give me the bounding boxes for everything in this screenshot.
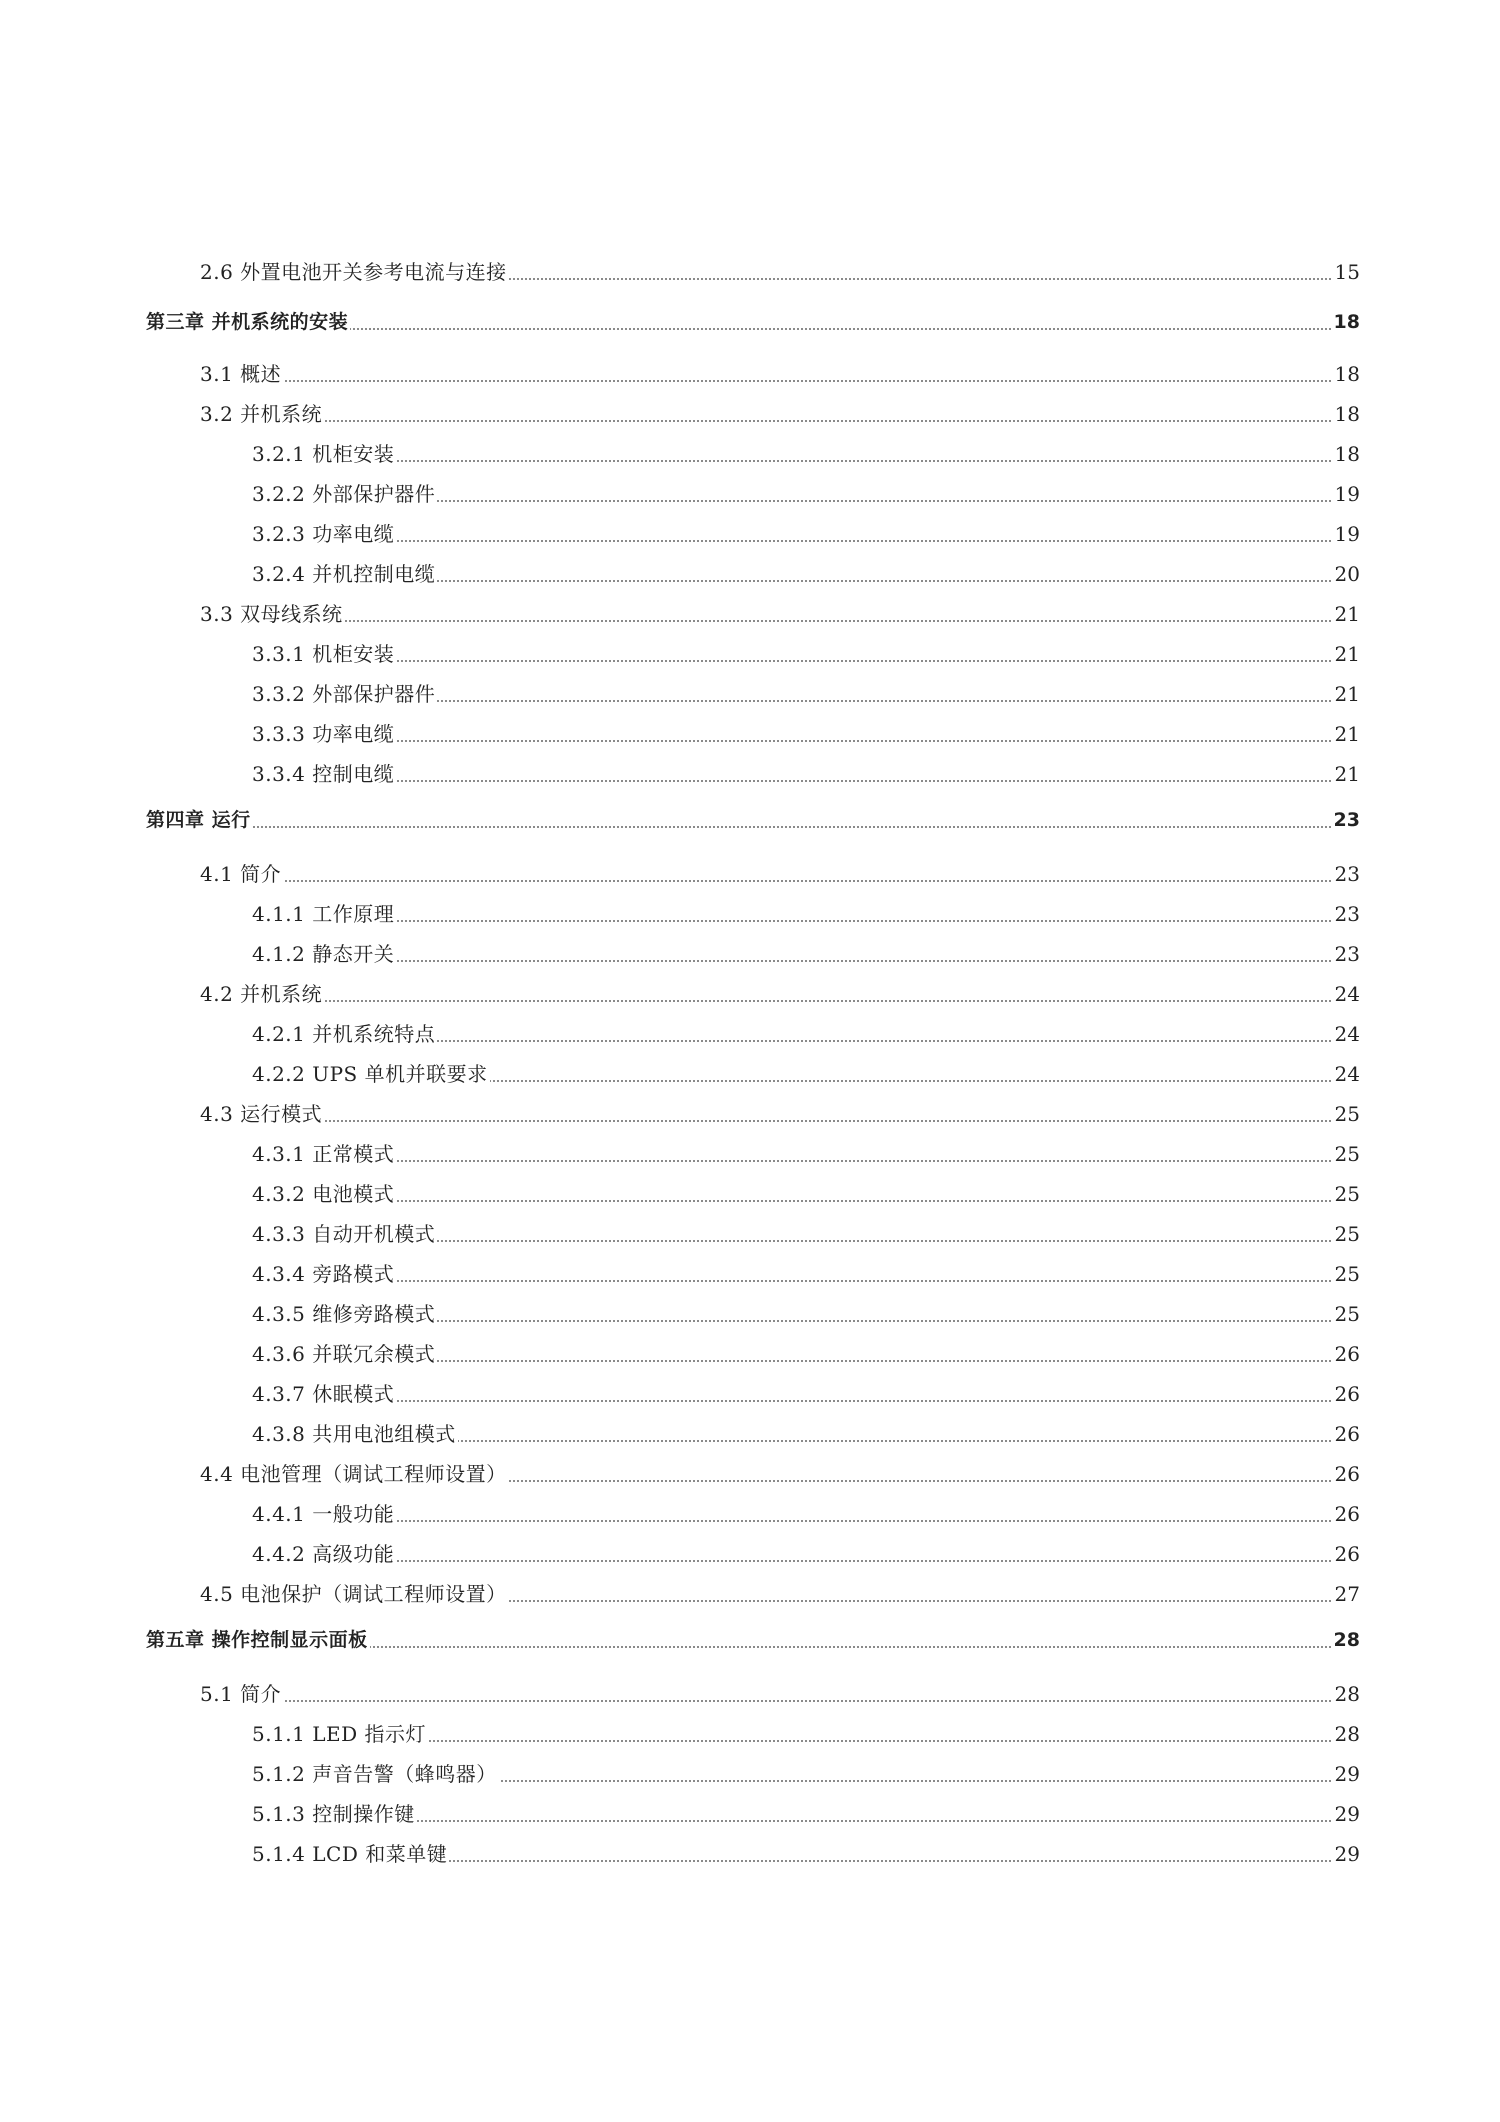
toc-entry[interactable]	[0, 1254, 1500, 1294]
toc-entry[interactable]	[0, 1174, 1500, 1214]
toc-chapter-entry[interactable]	[0, 302, 1500, 342]
dot-leader	[252, 960, 1355, 962]
toc-entry-page-text: 23	[1332, 942, 1360, 966]
toc-entry-title	[252, 1422, 458, 1446]
toc-entry-title-text: 2.6 外置电池开关参考电流与连接	[200, 260, 507, 284]
dot-leader	[252, 780, 1355, 782]
toc-entry-title	[252, 902, 396, 926]
toc-entry-title	[200, 982, 324, 1006]
toc-entry[interactable]	[0, 434, 1500, 474]
toc-entry-title-text: 3.2.3 功率电缆	[252, 522, 395, 546]
toc-entry[interactable]	[0, 1094, 1500, 1134]
dot-leader	[252, 460, 1355, 462]
toc-entry-title-text: 4.1.1 工作原理	[252, 902, 395, 926]
toc-entry-title-text: 4.3.2 电池模式	[252, 1182, 395, 1206]
dot-leader	[200, 620, 1355, 622]
toc-entry-title	[252, 762, 396, 786]
toc-entry-title	[252, 1182, 396, 1206]
toc-entry[interactable]	[0, 1134, 1500, 1174]
dot-leader	[200, 1120, 1355, 1122]
toc-entry-title-text: 4.3 运行模式	[200, 1102, 323, 1126]
toc-entry-title	[252, 1342, 437, 1366]
toc-entry-title-text: 4.3.4 旁路模式	[252, 1262, 395, 1286]
toc-entry-page-text: 18	[1332, 402, 1360, 426]
toc-entry-page-number	[1332, 902, 1360, 926]
toc-entry-page-text: 24	[1332, 1062, 1360, 1086]
toc-entry-page-number	[1332, 1842, 1360, 1866]
toc-entry[interactable]	[0, 594, 1500, 634]
dot-leader	[200, 1000, 1355, 1002]
toc-entry-page-text: 29	[1332, 1802, 1360, 1826]
toc-entry[interactable]	[0, 854, 1500, 894]
toc-entry-title-text: 4.3.6 并联冗余模式	[252, 1342, 436, 1366]
toc-chapter-entry[interactable]	[0, 800, 1500, 840]
toc-entry-title-text: 4.4 电池管理（调试工程师设置）	[200, 1462, 507, 1486]
toc-entry-page-number	[1332, 362, 1360, 386]
toc-entry-title-text: 5.1.4 LCD 和菜单键	[252, 1842, 448, 1866]
toc-entry-title	[252, 1302, 437, 1326]
toc-entry-page-number	[1332, 442, 1360, 466]
toc-entry-title-text: 第五章 操作控制显示面板	[146, 1629, 368, 1651]
toc-entry-title	[200, 1582, 509, 1606]
toc-entry-page-text: 21	[1332, 602, 1360, 626]
toc-entry-title-text: 4.2.1 并机系统特点	[252, 1022, 436, 1046]
toc-entry-title	[252, 1542, 396, 1566]
toc-entry-page-text: 26	[1332, 1502, 1360, 1526]
toc-entry[interactable]	[0, 1834, 1500, 1874]
toc-entry[interactable]	[0, 1674, 1500, 1714]
toc-entry-title-text: 4.4.1 一般功能	[252, 1502, 395, 1526]
toc-entry-title	[252, 1722, 428, 1746]
toc-entry-title	[252, 1382, 396, 1406]
toc-entry-page-text: 19	[1332, 522, 1360, 546]
toc-entry-page-number	[1332, 862, 1360, 886]
toc-entry[interactable]	[0, 252, 1500, 292]
toc-entry-title-text: 3.2 并机系统	[200, 402, 323, 426]
toc-entry-page-number	[1332, 642, 1360, 666]
toc-entry-title	[252, 1062, 490, 1086]
dot-leader	[200, 420, 1355, 422]
toc-entry-page-text: 23	[1332, 902, 1360, 926]
toc-entry-page-number	[1332, 522, 1360, 546]
dot-leader	[252, 540, 1355, 542]
toc-entry-page-text: 28	[1332, 1682, 1360, 1706]
toc-entry-title-text: 3.3 双母线系统	[200, 602, 343, 626]
toc-entry[interactable]	[0, 934, 1500, 974]
toc-entry-page-number	[1332, 1502, 1360, 1526]
toc-entry-title	[252, 1842, 449, 1866]
toc-entry-title-text: 3.3.1 机柜安装	[252, 642, 395, 666]
toc-entry-title	[252, 722, 396, 746]
toc-entry-title-text: 3.1 概述	[200, 362, 282, 386]
toc-entry-page-number	[1332, 1022, 1360, 1046]
toc-entry-page-text: 26	[1332, 1342, 1360, 1366]
toc-entry-title	[252, 1022, 437, 1046]
toc-entry-page-number	[1332, 982, 1360, 1006]
toc-entry-page-number	[1331, 1628, 1360, 1652]
toc-entry-page-text: 25	[1332, 1142, 1360, 1166]
toc-entry-title-text: 4.2.2 UPS 单机并联要求	[252, 1062, 488, 1086]
toc-entry-page-text: 15	[1332, 260, 1360, 284]
toc-entry[interactable]	[0, 1534, 1500, 1574]
toc-entry-title-text: 3.3.4 控制电缆	[252, 762, 395, 786]
toc-entry-title-text: 4.1.2 静态开关	[252, 942, 395, 966]
toc-entry-page-text: 25	[1332, 1182, 1360, 1206]
toc-entry-page-number	[1332, 1462, 1360, 1486]
toc-entry-page-text: 23	[1331, 809, 1360, 831]
toc-entry-title	[252, 1802, 417, 1826]
toc-entry[interactable]	[0, 1414, 1500, 1454]
toc-entry[interactable]	[0, 1294, 1500, 1334]
dot-leader	[252, 740, 1355, 742]
toc-entry-title-text: 5.1.1 LED 指示灯	[252, 1722, 427, 1746]
toc-entry-title	[200, 602, 345, 626]
toc-entry-page-number	[1332, 1802, 1360, 1826]
dot-leader	[200, 880, 1355, 882]
toc-entry-title	[200, 1682, 283, 1706]
toc-entry-title-text: 3.2.1 机柜安装	[252, 442, 395, 466]
toc-entry-page-text: 26	[1332, 1542, 1360, 1566]
dot-leader	[200, 1700, 1355, 1702]
toc-entry-title-text: 3.2.2 外部保护器件	[252, 482, 436, 506]
toc-entry[interactable]	[0, 1334, 1500, 1374]
toc-entry[interactable]	[0, 554, 1500, 594]
toc-entry[interactable]	[0, 1374, 1500, 1414]
toc-entry-title	[252, 1142, 396, 1166]
dot-leader	[252, 920, 1355, 922]
toc-entry-page-text: 25	[1332, 1102, 1360, 1126]
toc-entry[interactable]	[0, 1214, 1500, 1254]
toc-entry-title-text: 4.3.5 维修旁路模式	[252, 1302, 436, 1326]
toc-entry-title-text: 4.4.2 高级功能	[252, 1542, 395, 1566]
toc-entry-title	[200, 260, 509, 284]
toc-entry[interactable]	[0, 354, 1500, 394]
toc-entry-page-number	[1332, 1542, 1360, 1566]
toc-entry[interactable]	[0, 754, 1500, 794]
dot-leader	[146, 826, 1355, 828]
toc-entry-page-text: 28	[1331, 1629, 1360, 1651]
toc-entry-title	[200, 1462, 509, 1486]
toc-entry-title	[252, 942, 396, 966]
toc-entry-page-number	[1332, 1682, 1360, 1706]
toc-entry[interactable]	[0, 894, 1500, 934]
toc-entry-page-number	[1332, 1182, 1360, 1206]
toc-entry-title	[252, 562, 437, 586]
toc-entry-page-number	[1332, 260, 1360, 284]
dot-leader	[252, 1560, 1355, 1562]
dot-leader	[252, 1820, 1355, 1822]
toc-entry[interactable]	[0, 1714, 1500, 1754]
toc-entry-page-text: 20	[1332, 562, 1360, 586]
toc-entry-page-text: 18	[1332, 442, 1360, 466]
toc-entry-page-text: 26	[1332, 1382, 1360, 1406]
toc-entry[interactable]	[0, 1014, 1500, 1054]
toc-entry-title-text: 3.2.4 并机控制电缆	[252, 562, 436, 586]
toc-entry-title	[252, 1262, 396, 1286]
toc-entry-page-number	[1332, 1382, 1360, 1406]
toc-entry-title-text: 第四章 运行	[146, 809, 251, 831]
toc-entry-page-number	[1332, 1222, 1360, 1246]
toc-entry[interactable]	[0, 1054, 1500, 1094]
toc-entry-page-text: 25	[1332, 1262, 1360, 1286]
toc-entry-page-text: 24	[1332, 982, 1360, 1006]
toc-entry-title	[252, 642, 396, 666]
toc-entry-title	[146, 1628, 370, 1652]
toc-entry[interactable]	[0, 394, 1500, 434]
toc-entry-title	[146, 310, 350, 334]
toc-entry-page-text: 21	[1332, 682, 1360, 706]
toc-entry-title-text: 第三章 并机系统的安装	[146, 311, 349, 333]
toc-entry-title	[252, 1762, 499, 1786]
toc-chapter-entry[interactable]	[0, 1620, 1500, 1660]
toc-entry-title-text: 4.2 并机系统	[200, 982, 323, 1006]
toc-entry-title	[200, 1102, 324, 1126]
toc-entry-title	[146, 808, 253, 832]
toc-entry-page-text: 21	[1332, 762, 1360, 786]
toc-entry-title	[200, 402, 324, 426]
toc-entry-page-number	[1332, 942, 1360, 966]
toc-entry-page-text: 19	[1332, 482, 1360, 506]
toc-entry-title	[252, 1222, 437, 1246]
toc-entry-title-text: 4.3.8 共用电池组模式	[252, 1422, 456, 1446]
toc-entry-title-text: 5.1.2 声音告警（蜂鸣器）	[252, 1762, 497, 1786]
toc-entry-page-number	[1332, 482, 1360, 506]
toc-entry-title-text: 4.3.1 正常模式	[252, 1142, 395, 1166]
toc-entry[interactable]	[0, 674, 1500, 714]
toc-entry[interactable]	[0, 514, 1500, 554]
toc-entry-page-number	[1332, 1722, 1360, 1746]
toc-entry-page-text: 21	[1332, 642, 1360, 666]
toc-entry[interactable]	[0, 1794, 1500, 1834]
toc-entry-page-text: 21	[1332, 722, 1360, 746]
toc-entry[interactable]	[0, 1494, 1500, 1534]
toc-entry-page-number	[1332, 1062, 1360, 1086]
toc-entry[interactable]	[0, 1754, 1500, 1794]
toc-entry-page-number	[1332, 402, 1360, 426]
toc-entry-title-text: 3.3.2 外部保护器件	[252, 682, 436, 706]
toc-entry-title	[200, 362, 283, 386]
toc-entry-title	[200, 862, 283, 886]
dot-leader	[200, 380, 1355, 382]
toc-entry-page-text: 18	[1332, 362, 1360, 386]
toc-entry-title-text: 4.3.3 自动开机模式	[252, 1222, 436, 1246]
toc-entry-page-text: 27	[1332, 1582, 1360, 1606]
toc-entry-page-number	[1332, 682, 1360, 706]
toc-entry-title	[252, 442, 396, 466]
toc-entry[interactable]	[0, 1574, 1500, 1614]
toc-entry-title-text: 5.1.3 控制操作键	[252, 1802, 415, 1826]
toc-entry-page-text: 29	[1332, 1842, 1360, 1866]
toc-entry-page-number	[1332, 1142, 1360, 1166]
toc-entry[interactable]	[0, 714, 1500, 754]
toc-entry-page-number	[1332, 762, 1360, 786]
toc-entry-page-number	[1332, 1582, 1360, 1606]
toc-entry-page-number	[1332, 1342, 1360, 1366]
toc-entry-title-text: 4.3.7 休眠模式	[252, 1382, 395, 1406]
toc-entry-title	[252, 482, 437, 506]
toc-entry-page-text: 26	[1332, 1422, 1360, 1446]
toc-entry-page-text: 26	[1332, 1462, 1360, 1486]
toc-entry-page-number	[1332, 1262, 1360, 1286]
dot-leader	[252, 1160, 1355, 1162]
toc-entry-page-text: 23	[1332, 862, 1360, 886]
dot-leader	[252, 1520, 1355, 1522]
toc-entry-page-number	[1332, 1422, 1360, 1446]
toc-entry-title	[252, 682, 437, 706]
toc-entry[interactable]	[0, 974, 1500, 1014]
dot-leader	[252, 1400, 1355, 1402]
toc-entry-page-number	[1331, 310, 1360, 334]
toc-entry-page-number	[1332, 722, 1360, 746]
toc-entry-page-number	[1331, 808, 1360, 832]
toc-entry-page-text: 18	[1331, 311, 1360, 333]
toc-entry[interactable]	[0, 474, 1500, 514]
toc-entry-page-text: 29	[1332, 1762, 1360, 1786]
toc-entry-page-number	[1332, 1302, 1360, 1326]
dot-leader	[252, 1200, 1355, 1202]
dot-leader	[252, 660, 1355, 662]
toc-entry-page-number	[1332, 1102, 1360, 1126]
toc-entry-page-text: 25	[1332, 1302, 1360, 1326]
dot-leader	[252, 1280, 1355, 1282]
toc-entry-page-text: 28	[1332, 1722, 1360, 1746]
toc-entry-page-number	[1332, 562, 1360, 586]
toc-entry-page-number	[1332, 1762, 1360, 1786]
toc-entry-page-text: 24	[1332, 1022, 1360, 1046]
toc-entry-page-number	[1332, 602, 1360, 626]
toc-entry-title-text: 4.5 电池保护（调试工程师设置）	[200, 1582, 507, 1606]
toc-entry-title-text: 5.1 简介	[200, 1682, 282, 1706]
toc-entry[interactable]	[0, 1454, 1500, 1494]
toc-entry[interactable]	[0, 634, 1500, 674]
toc-entry-title	[252, 522, 396, 546]
toc-entry-title-text: 3.3.3 功率电缆	[252, 722, 395, 746]
toc-entry-page-text: 25	[1332, 1222, 1360, 1246]
toc-entry-title	[252, 1502, 396, 1526]
toc-entry-title-text: 4.1 简介	[200, 862, 282, 886]
